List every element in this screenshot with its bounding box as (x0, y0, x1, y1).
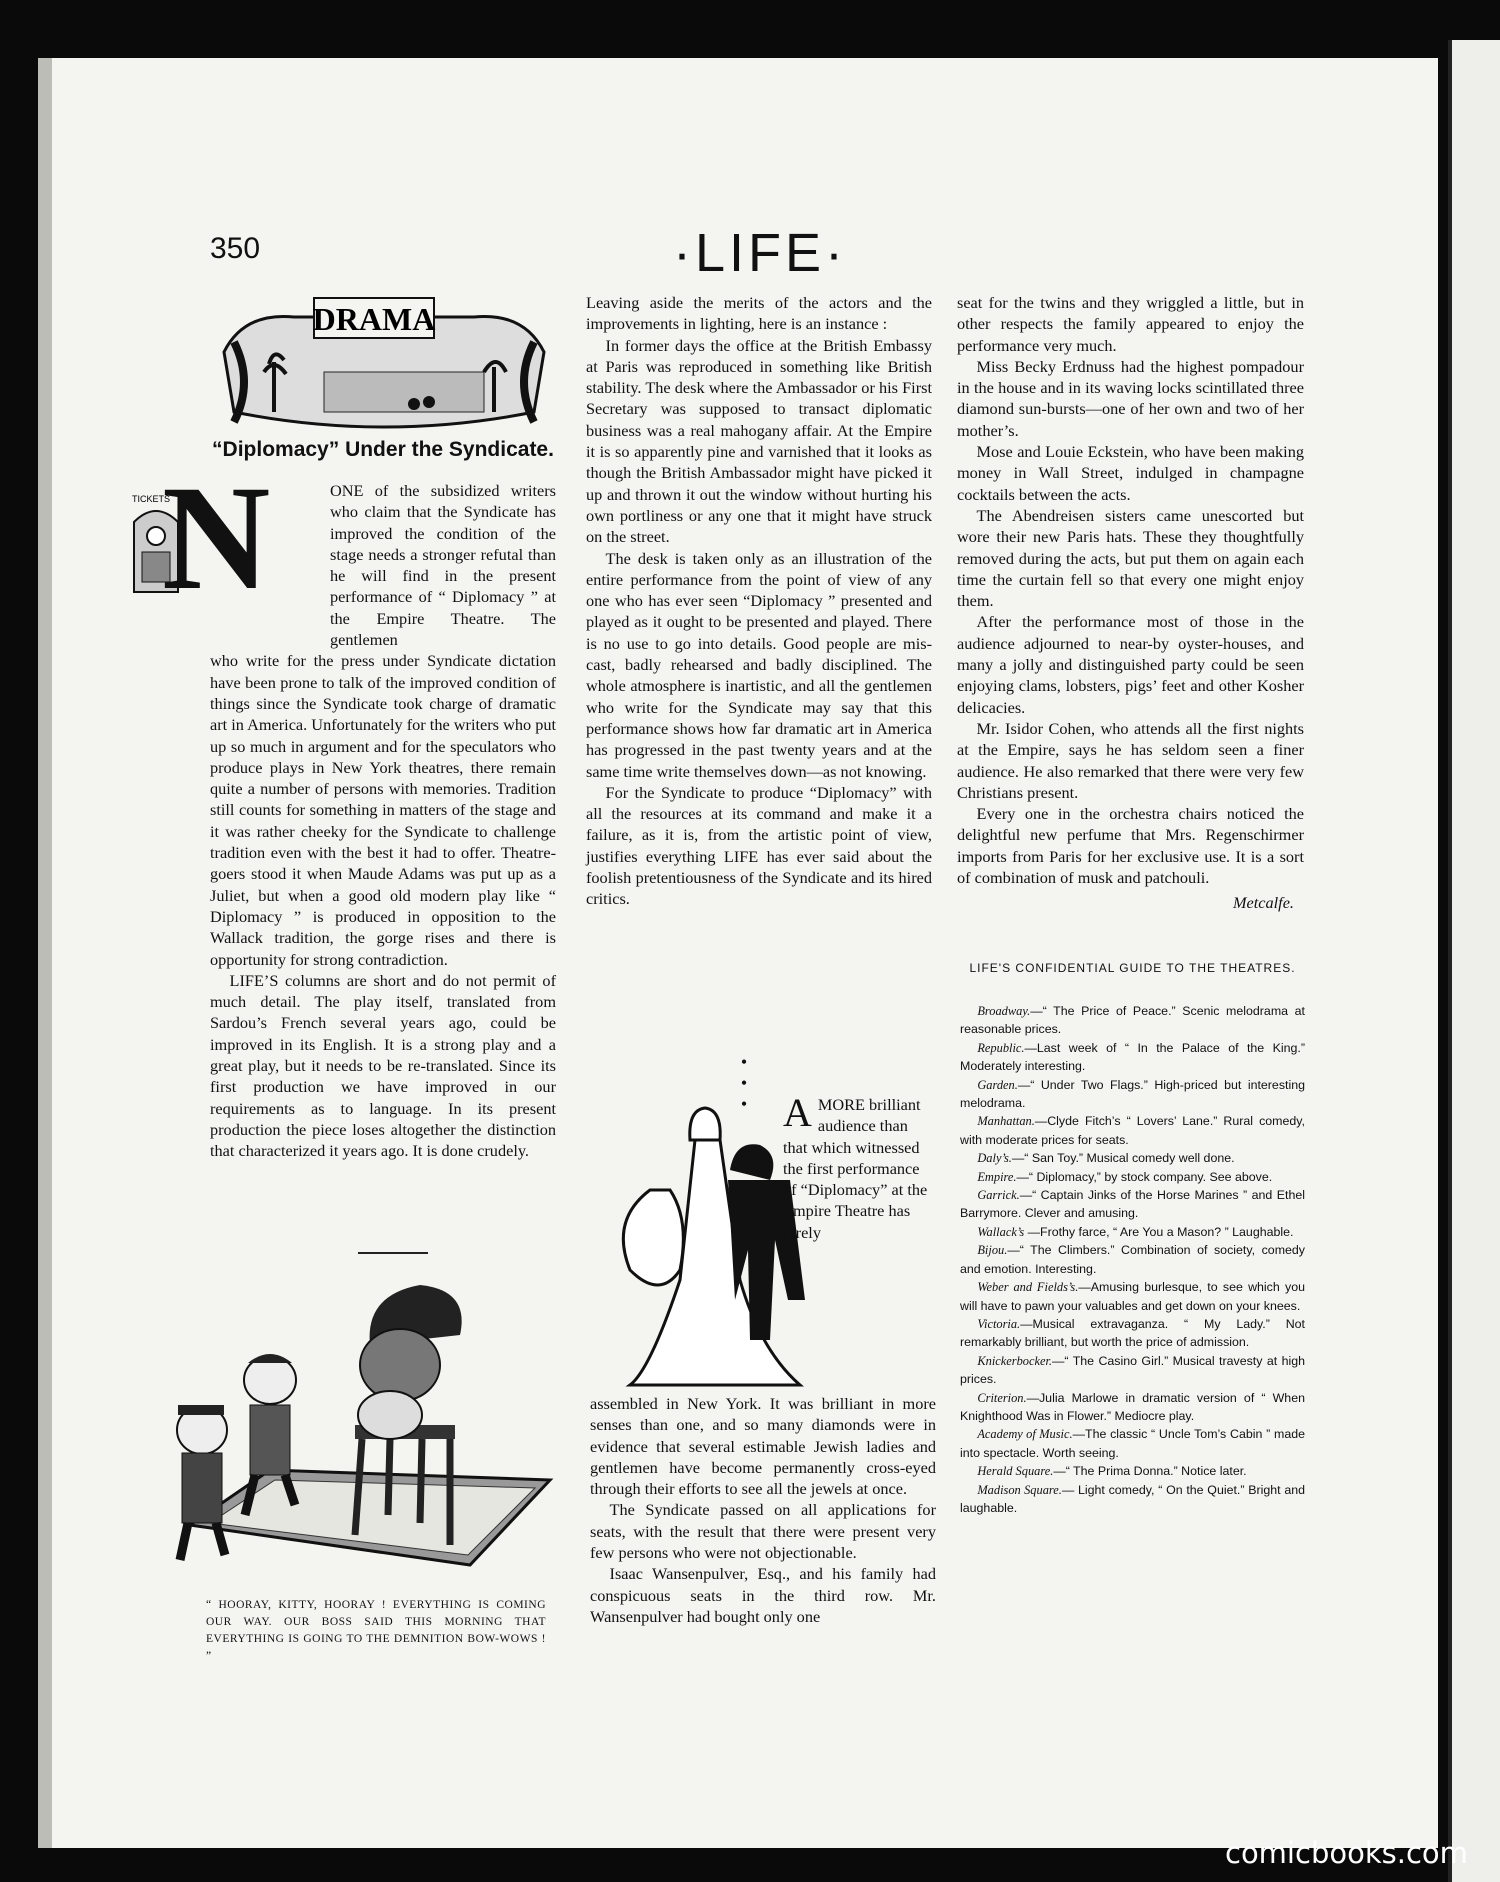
theatre-name: Empire. (977, 1169, 1017, 1184)
theatre-description: —“ The Prima Donna.” Notice later. (1053, 1464, 1247, 1479)
column-1-paragraph-2: LIFE’S columns are short and do not permit of much detail. The play itself, translated from Sardou’s French several years ago, could be improved in its English. It is a strong play and a great play, but it needs to be re-translated. Since its first production we have improved in our requirements as to language. In its present production the piece loses altogether the distinction that characterized it years ago. It is done crudely. (210, 970, 556, 1161)
theatre-description: —Amusing burlesque, to see which you will have to pawn your valuables and get down on your knees. (960, 1280, 1305, 1313)
theatre-name: Weber and Fields’s. (977, 1280, 1079, 1295)
theatre-description: —“ The Casino Girl.” Musical travesty at high prices. (960, 1353, 1305, 1387)
theatre-description: —“ The Climbers.” Combination of society, comedy and emotion. Interesting. (960, 1243, 1305, 1276)
theatre-description: —Musical extravaganza. “ My Lady.” Not remarkably brilliant, but worth the price of admission. (960, 1316, 1305, 1350)
theatre-name: Criterion. (977, 1390, 1027, 1405)
column-1-intro: ONE of the subsidized writers who claim that the Syndicate has improved the condition of the stage needs a stronger refutal than he will find in the present performance of “ Diplomacy ” at the Empire Theatre. The gentlemen (330, 481, 556, 650)
theatre-name: Bijou. (977, 1243, 1008, 1258)
column-3-paragraph-6: Mr. Isidor Cohen, who attends all the first nights at the Empire, says he has seldom seen a finer audience. He also remarked that there were very few Christians present. (957, 718, 1304, 802)
inset-article-text (783, 1090, 936, 1243)
column-3-paragraph-2: Miss Becky Erdnuss had the highest pompadour in the house and in its waving locks scintillated three diamond sun-bursts—one of her own and two of her mother’s. (957, 356, 1304, 440)
column-2-paragraph-2: In former days the office at the British Embassy at Paris was reproduced in something like British stability. The desk where the Ambassador or his First Secretary was supposed to transact diplomatic business was a real mahogany affair. At the Empire it is so apparently pine and varnished that it looks as though the British Ambassador might have picked it up and thrown it out the window without hurting his own portliness or any one that it might have struck on the street. (586, 335, 932, 547)
dogs-and-cat-illustration (150, 1255, 555, 1575)
theatre-name: Wallack’s (977, 1224, 1025, 1239)
theatre-guide-entry (960, 1481, 1305, 1518)
column-1 (210, 480, 556, 1162)
theatre-name: Republic. (977, 1040, 1025, 1055)
column-2-lower-paragraph-3: Isaac Wansenpulver, Esq., and his family had conspicuous seats in the third row. Mr. Wansenpulver had bought only one (590, 1564, 936, 1626)
column-3-paragraph-5: After the performance most of those in the audience adjourned to near-by oyster-houses, and many a jolly and distinguished party could be seen enjoying clams, lobsters, pigs’ feet and other Kosher delicacies. (957, 612, 1304, 717)
column-3-paragraph-7: Every one in the orchestra chairs noticed the delightful new perfume that Mrs. Regenschirmer imports from Paris for her exclusive use. It is a sort of combination of musk and patchouli. (957, 804, 1304, 888)
theatre-guide-entry (960, 1352, 1305, 1389)
theatre-description: —The classic “ Uncle Tom’s Cabin ” made into spectacle. Worth seeing. (960, 1427, 1305, 1460)
drama-banner-illustration (214, 292, 554, 437)
column-2-lower-paragraph-2: The Syndicate passed on all applications for seats, with the result that there were present very few persons who were not objectionable. (590, 1500, 936, 1563)
next-page-edge (1448, 40, 1500, 1882)
column-3-paragraph-4: The Abendreisen sisters came unescorted but wore their new Paris hats. These they thoughtfully removed during the acts, but put them on again each time the curtain fell so that every one might enjoy them. (957, 505, 1304, 611)
theatre-description: —Julia Marlowe in dramatic version of “ When Knighthood Was in Flower.” Mediocre play. (960, 1390, 1305, 1423)
theatre-guide-list (960, 1002, 1305, 1517)
theatre-description: —“ Captain Jinks of the Horse Marines ” and Ethel Barrymore. Clever and amusing. (960, 1188, 1305, 1221)
theatre-guide-entry (960, 1076, 1305, 1113)
theatre-description: — Light comedy, “ On the Quiet.” Bright and laughable. (960, 1482, 1305, 1515)
dogs-illustration-caption: “ HOORAY, KITTY, HOORAY ! EVERYTHING IS COMING OUR WAY. OUR BOSS SAID THIS MORNING THAT EVERYTHING IS GOING TO THE DEMNITION BOW-WOWS ! ” (206, 1599, 546, 1662)
theatre-name: Madison Square. (977, 1482, 1062, 1497)
column-3-paragraph-1: seat for the twins and they wriggled a little, but in other respects the family appeared to enjoy the performance very much. (957, 293, 1304, 355)
inset-drop-cap: A (783, 1090, 812, 1135)
masthead-title: ·LIFE· (672, 223, 847, 283)
theatre-guide-entry (960, 1223, 1305, 1241)
theatre-name: Garden. (977, 1077, 1018, 1092)
theatre-name: Knickerbocker. (977, 1353, 1053, 1368)
theatre-name: Academy of Music. (977, 1427, 1073, 1442)
theatre-guide-entry (960, 1039, 1305, 1076)
theatre-guide-entry (960, 1112, 1305, 1149)
theatre-guide-entry (960, 1278, 1305, 1315)
theatre-guide-entry (960, 1149, 1305, 1167)
theatre-description: —“ The Price of Peace.” Scenic melodrama at reasonable prices. (960, 1004, 1305, 1037)
column-2-paragraph-4: For the Syndicate to produce “Diplomacy” with all the resources at its command and make it a failure, as it is, from the artistic point of view, justifies everything LIFE has ever said about the foolish pretentiousness of the Syndicate and its hired critics. (586, 782, 932, 909)
inset-article-body: MORE brilliant audience than that which witnessed the first performance of “Diplomacy” at the Empire Theatre has rarely (783, 1095, 928, 1242)
column-3 (957, 292, 1304, 914)
column-2-paragraph-3: The desk is taken only as an illustration of the entire performance from the point of view of any one who has ever seen “Diplomacy ” presented and played as it ought to be presented and played. There is no use to go into details. Good people are mis-cast, badly rehearsed and badly disciplined. The whole atmosphere is inartistic, and all the gentlemen who write for the Syndicate may say that this performance shows how far dramatic art in America has progressed in the past twenty years and at the same time write themselves down—as not knowing. (586, 548, 932, 781)
page-number: 350 (210, 232, 261, 265)
theatre-description: —Frothy farce, “ Are You a Mason? ” Laughable. (1024, 1224, 1294, 1239)
theatre-guide-entry (960, 1241, 1305, 1278)
theatre-name: Daly’s. (977, 1151, 1012, 1166)
theatre-guide-entry (960, 1002, 1305, 1039)
theatre-description: —“ Diplomacy,” by stock company. See above. (1016, 1169, 1273, 1184)
ticket-booth-label: TICKETS (132, 494, 171, 504)
column-2 (586, 292, 932, 910)
column-2-paragraph-1: Leaving aside the merits of the actors and the improvements in lighting, here is an instance : (586, 293, 932, 334)
theatre-description: —Clyde Fitch’s “ Lovers’ Lane.” Rural comedy, with moderate prices for seats. (960, 1114, 1305, 1147)
column-2-lower (590, 1393, 936, 1627)
drama-banner-label: DRAMA (312, 301, 436, 337)
theatre-name: Herald Square. (977, 1464, 1054, 1479)
column-divider (358, 1252, 428, 1254)
theatre-guide-entry (960, 1389, 1305, 1426)
theatre-guide-entry (960, 1462, 1305, 1480)
article-headline: “Diplomacy” Under the Syndicate. (212, 438, 554, 461)
page-binding-edge (38, 58, 52, 1848)
theatre-guide-entry (960, 1168, 1305, 1186)
theatre-description: —Last week of “ In the Palace of the King.” Moderately interesting. (960, 1040, 1305, 1074)
drop-cap-letter: N (162, 455, 271, 621)
theatre-description: —“ San Toy.” Musical comedy well done. (1011, 1151, 1235, 1166)
site-watermark: comicbooks.com (1225, 1836, 1468, 1870)
theatre-name: Manhattan. (977, 1114, 1035, 1129)
column-2-lower-paragraph-1: assembled in New York. It was brilliant in more senses than one, and so many diamonds were in evidence that several estimable Jewish ladies and gentlemen have become permanently cross-eyed through their efforts to see all the jewels at once. (590, 1394, 936, 1499)
theatre-name: Broadway. (977, 1004, 1031, 1018)
column-1-paragraph-1: who write for the press under Syndicate dictation have been prone to talk of the improved condition of things since the Syndicate took charge of dramatic art in America. Unfortunately for the writers who put up so much in argument and for the speculators who produce plays in New York theatres, there remain quite a number of persons with memories. Tradition still counts for something in matters of the stage and it was rather cheeky for the Syndicate to challenge tradition even with the best it had to offer. Theatre-goers stood it when Maude Adams was put up as a Juliet, but when a good old modern play like “ Diplomacy ” is produced in opposition to the Wallack tradition, the gorge rises and there is opportunity for strong contradiction. (210, 651, 556, 969)
section-separator-dots: • • • (740, 1052, 790, 1114)
theatre-guide-title: LIFE'S CONFIDENTIAL GUIDE TO THE THEATRES. (969, 961, 1296, 975)
theatre-name: Garrick. (977, 1188, 1020, 1203)
author-signature: Metcalfe. (1232, 893, 1294, 913)
theatre-description: —“ Under Two Flags.” High-priced but interesting melodrama. (960, 1077, 1305, 1111)
theatre-guide-entry (960, 1315, 1305, 1352)
theatre-name: Victoria. (977, 1316, 1021, 1331)
theatre-guide-entry (960, 1425, 1305, 1462)
column-3-paragraph-3: Mose and Louie Eckstein, who have been making money in Wall Street, indulged in champagne cocktails between the acts. (957, 442, 1304, 504)
theatre-guide-entry (960, 1186, 1305, 1223)
